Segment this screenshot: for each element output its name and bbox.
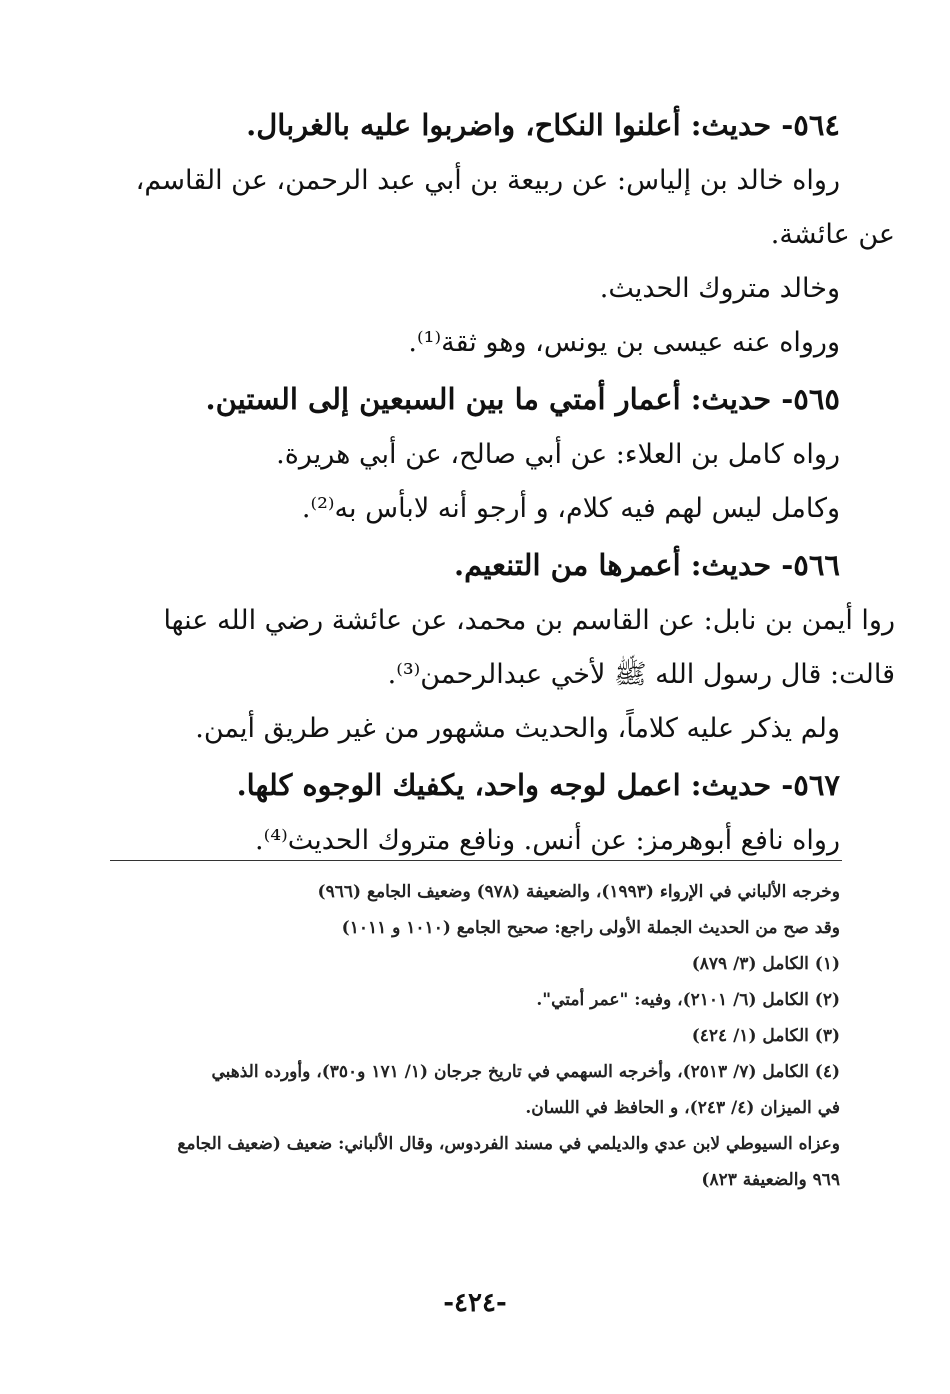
text-line: وخالد متروك الحديث. [599,273,840,304]
text-line: قالت: قال رسول الله ﷺ لأخي عبدالرحمن⁽³⁾. [387,659,895,690]
text-line: رواه خالد بن إلياس: عن ربيعة بن أبي عبد الرحمن، عن القاسم، [135,165,840,196]
text-line: رواه كامل بن العلاء: عن أبي صالح، عن أبي هريرة. [276,439,840,470]
main-text [90,96,895,868]
footnote-line: وقد صح من الحديث الجملة الأولى راجع: صحيح الجامع (١٠١٠ و ١٠١١) [341,918,840,938]
text-line: ولم يذكر عليه كلاماً، والحديث مشهور من غير طريق أيمن. [195,713,840,744]
footnote-3: (٣) الكامل (١/ ٤٢٤) [691,1026,840,1046]
footnote-line: في الميزان (٤/ ٢٤٣)، و الحافظ في اللسان. [525,1098,840,1118]
text-line: عن عائشة. [770,219,895,250]
footnote-4: (٤) الكامل (٧/ ٢٥١٣)، وأخرجه السهمي في تاريخ جرجان (١/ ١٧١ و٣٥٠)، وأورده الذهبي [211,1062,840,1082]
hadith-heading-566: ٥٦٦- حديث: أعمرها من التنعيم. [454,548,840,582]
text-line: ورواه عنه عيسى بن يونس، وهو ثقة⁽¹⁾. [408,327,840,358]
footnote-line: وخرجه الألباني في الإرواء (١٩٩٣)، والضعيفة (٩٧٨) وضعيف الجامع (٩٦٦) [317,882,840,902]
text-line: رواه نافع أبوهرمز: عن أنس. ونافع متروك الحديث⁽⁴⁾. [255,825,840,856]
footnote-line: ٩٦٩ والضعيفة ٨٢٣) [701,1170,840,1190]
hadith-heading-564: ٥٦٤- حديث: أعلنوا النكاح، واضربوا عليه بالغربال. [246,108,840,142]
footnote-1: (١) الكامل (٣/ ٨٧٩) [691,954,840,974]
footnote-separator [110,860,842,861]
text-line: وكامل ليس لهم فيه كلام، و أرجو أنه لابأس به⁽²⁾. [301,493,840,524]
page-number: -٤٢٤- [443,1288,507,1318]
text-line: روا أيمن بن نابل: عن القاسم بن محمد، عن عائشة رضي الله عنها [163,605,895,636]
footnote-line: وعزاه السيوطي لابن عدي والديلمي في مسند الفردوس، وقال الألباني: ضعيف (ضعيف الجامع [177,1134,840,1154]
footnote-2: (٢) الكامل (٦/ ٢١٠١)، وفيه: "عمر أمتي". [536,990,840,1010]
hadith-heading-567: ٥٦٧- حديث: اعمل لوجه واحد، يكفيك الوجوه كلها. [236,768,840,802]
hadith-heading-565: ٥٦٥- حديث: أعمار أمتي ما بين السبعين إلى الستين. [205,382,840,416]
footnotes [98,874,840,1198]
